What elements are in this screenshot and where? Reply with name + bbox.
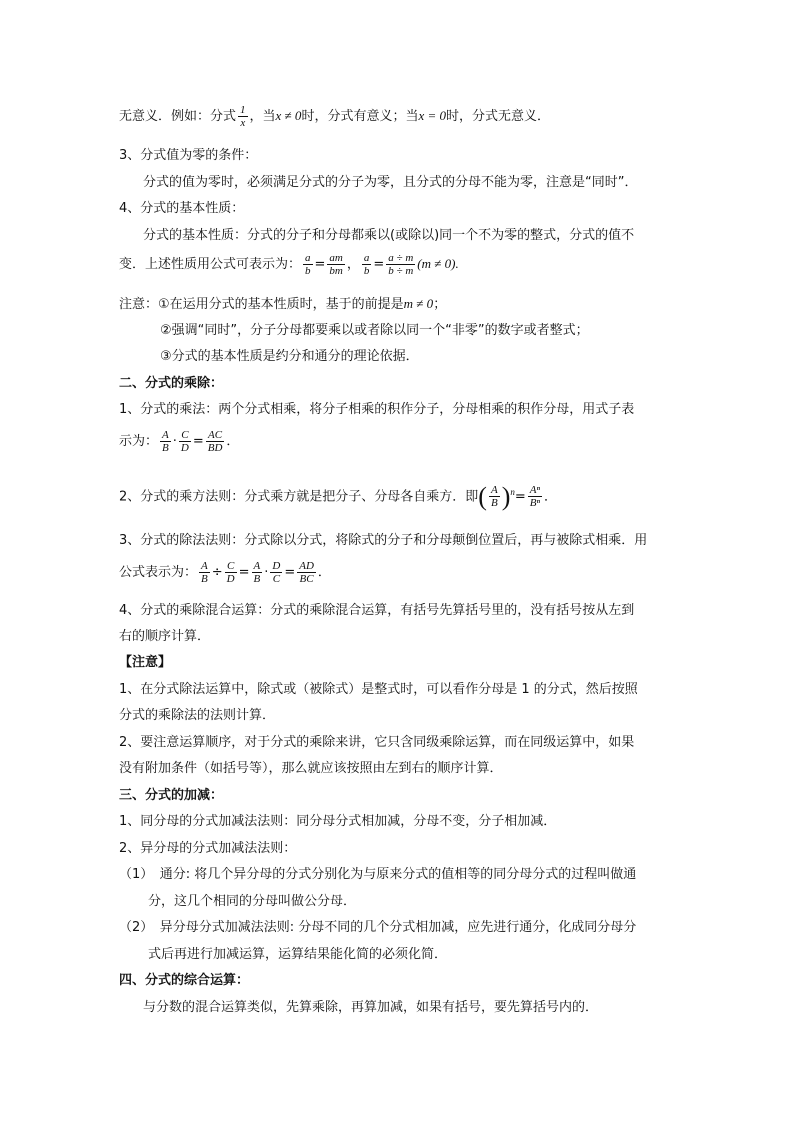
section-heading-4: 四、分式的综合运算： xyxy=(119,973,250,988)
fraction: $\frac{a}{b}$ xyxy=(363,252,370,277)
note-heading: 【注意】 xyxy=(119,655,172,670)
fraction: $\frac{AC}{BD}$ xyxy=(207,429,223,454)
paragraph: 右的顺序计算． xyxy=(119,629,211,644)
paragraph: 分，这几个相同的分母叫做公分母． xyxy=(148,894,357,909)
fraction: $\frac{am}{bm}$ xyxy=(329,252,343,277)
paragraph: 1、分式的乘法：两个分式相乘，将分子相乘的积作分子，分母相乘的积作分母，用式子表 xyxy=(119,402,635,417)
fraction: $\frac{D}{C}$ xyxy=(272,560,281,585)
text: 示为： xyxy=(119,434,159,449)
paragraph: 式后再进行加减运算，运算结果能化简的必须化简． xyxy=(148,947,448,962)
paragraph: 没有附加条件（如括号等），那么就应该按照由左到右的顺序计算． xyxy=(119,761,503,776)
math-condition: (m ≠ 0). xyxy=(417,256,459,271)
fraction: $\frac{A}{B}$ xyxy=(162,429,169,454)
text: ，当 xyxy=(249,109,276,124)
line-power-rule: 2、分式的乘方法则：分式乘方就是把分子、分母各自乘方．即( $\frac{A}{B}$ )$^n$= $\frac{\text{Aⁿ}}{\text{Bⁿ}}$ ． xyxy=(119,481,557,511)
paragraph: 分式的基本性质：分式的分子和分母都乘以(或除以)同一个不为零的整式，分式的值不 xyxy=(143,228,635,243)
math-condition: x ≠ 0 xyxy=(275,108,302,123)
paragraph: 2、要注意运算顺序，对于分式的乘除来讲，它只含同级乘除运算，而在同级运算中，如果 xyxy=(119,735,635,750)
text: 时，分式无意义． xyxy=(446,109,551,124)
fraction: $\frac{C}{D}$ xyxy=(180,429,189,454)
line-multiplication-formula: 示为： $\frac{A}{B}$ · $\frac{C}{D}$ = $\frac{AC}{BD}$ ． xyxy=(119,429,240,454)
fraction: $\frac{A}{B}$ xyxy=(201,560,208,585)
line-undefined-example xyxy=(119,104,550,128)
paragraph: 2、异分母的分式加减法法则： xyxy=(119,841,297,856)
note-1 xyxy=(119,293,446,317)
text: 变．上述性质用公式可表示为： xyxy=(119,257,302,272)
fraction: $\frac{AD}{BC}$ xyxy=(299,560,314,585)
text: 公式表示为： xyxy=(119,565,198,580)
fraction: $\frac{a \div m}{b \div m}$ xyxy=(388,252,414,277)
paragraph: 1、同分母的分式加减法法则：同分母分式相加减，分母不变，分子相加减． xyxy=(119,814,557,829)
paragraph: 分式的值为零时，必须满足分式的分子为零，且分式的分母不能为零，注意是“同时”． xyxy=(143,175,638,190)
fraction: $\frac{C}{D}$ xyxy=(226,560,235,585)
fraction: $\frac{A}{B}$ xyxy=(490,484,498,510)
paragraph: 3、分式的除法法则：分式除以分式，将除式的分子和分母颠倒位置后，再与被除式相乘．用 xyxy=(119,533,648,548)
note-2: ②强调“同时”，分子分母都要乘以或者除以同一个“非零”的数字或者整式； xyxy=(160,323,589,338)
text: 2、分式的乘方法则：分式乘方就是把分子、分母各自乘方．即 xyxy=(119,489,479,505)
math-condition: m ≠ 0 xyxy=(403,296,434,311)
paragraph: 4、分式的乘除混合运算：分式的乘除混合运算，有括号先算括号里的，没有括号按从左到 xyxy=(119,603,635,618)
item-zero-condition: 3、分式值为零的条件： xyxy=(119,148,258,163)
paragraph: 分式的乘除法的法则计算． xyxy=(119,708,276,723)
paragraph: （2） 异分母分式加减法法则: 分母不同的几个分式相加减，应先进行通分，化成同分母分 xyxy=(119,920,637,935)
exponent: n xyxy=(510,487,515,497)
section-heading-3: 三、分式的加减： xyxy=(119,788,224,803)
item-basic-property: 4、分式的基本性质： xyxy=(119,201,245,216)
text: 无意义．例如：分式 xyxy=(119,109,237,124)
note-3: ③分式的基本性质是约分和通分的理论依据． xyxy=(160,349,419,364)
paragraph: 与分数的混合运算类似，先算乘除，再算加减，如果有括号，要先算括号内的． xyxy=(143,1000,599,1015)
math-condition: x = 0 xyxy=(418,108,446,123)
line-division-formula: 公式表示为： $\frac{A}{B}$ ÷ $\frac{C}{D}$ = $\frac{A}{B}$ · $\frac{D}{C}$ = $\frac{AD}{BC}$ ． xyxy=(119,560,331,585)
fraction: $\frac{a}{b}$ xyxy=(305,252,311,277)
line-basic-property-formula: 变．上述性质用公式可表示为： $\frac{a}{b}$ = $\frac{am}{bm}$ ， $\frac{a}{b}$ = $\frac{a \div m}{b \div m}$ (m ≠ 0). xyxy=(119,252,459,277)
text: 时，分式有意义；当 xyxy=(301,109,419,124)
fraction: $\frac{\text{Aⁿ}}{\text{Bⁿ}}$ xyxy=(529,484,540,510)
paragraph: 1、在分式除法运算中，除式或（被除式）是整式时，可以看作分母是 1 的分式，然后按照 xyxy=(119,682,638,697)
fraction: $\frac{A}{B}$ xyxy=(253,560,261,585)
section-heading-2: 二、分式的乘除： xyxy=(119,376,224,391)
text: ； xyxy=(433,297,447,312)
text: 注意：①在运用分式的基本性质时，基于的前提是 xyxy=(119,297,404,312)
paragraph: （1） 通分: 将几个异分母的分式分别化为与原来分式的值相等的同分母分式的过程叫做通 xyxy=(119,867,637,882)
fraction-1-over-x: $\frac{1}{x}$ xyxy=(240,104,246,129)
